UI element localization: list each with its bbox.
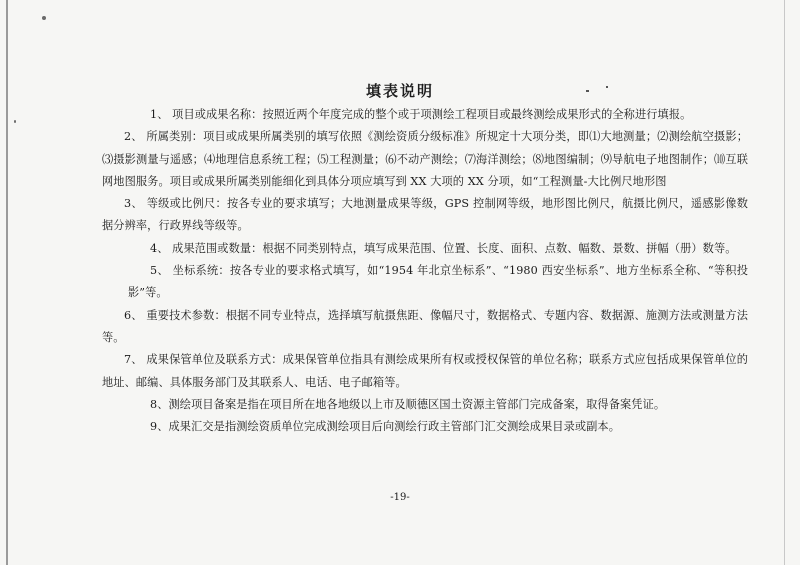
instruction-item: 3、 等级或比例尺：按各专业的要求填写；大地测量成果等级，GPS 控制网等级，地形图比例尺，航摄比例尺，遥感影像数据分辨率，行政界线等级等。 bbox=[102, 197, 748, 233]
page-title: 填表说明 bbox=[365, 82, 434, 100]
scan-mark bbox=[42, 16, 46, 20]
instruction-item: 6、 重要技术参数：根据不同专业特点，选择填写航摄焦距、像幅尺寸，数据格式、专题内容、数据源、施测方法或测量方法等。 bbox=[102, 308, 748, 344]
scan-mark bbox=[14, 120, 16, 123]
instruction-item: 9、成果汇交是指测绘资质单位完成测绘项目后向测绘行政主管部门汇交测绘成果目录或副本。 bbox=[150, 420, 621, 434]
instruction-item: 5、 坐标系统：按各专业的要求格式填写，如“1954 年北京坐标系”、“1980 西安坐标系”、地方坐标系全称、“等积投影”等。 bbox=[128, 264, 748, 300]
instructions-body bbox=[102, 104, 748, 438]
instruction-item: 4、 成果范围或数量：根据不同类别特点，填写成果范围、位置、长度、面积、点数、幅数、景数、拼幅（册）数等。 bbox=[150, 241, 737, 255]
page-number: -19- bbox=[390, 492, 410, 503]
instruction-item: 7、 成果保管单位及联系方式：成果保管单位指具有测绘成果所有权或授权保管的单位名称；联系方式应包括成果保管单位的地址、邮编、具体服务部门及其联系人、电话、电子邮箱等。 bbox=[102, 353, 748, 389]
instruction-item: 2、 所属类别：项目或成果所属类别的填写依照《测绘资质分级标准》所规定十大项分类，即⑴大地测量；⑵测绘航空摄影；⑶摄影测量与遥感；⑷地理信息系统工程；⑸工程测量；⑹不动产测绘；⑺海洋测绘；⑻地图编制；⑼导航电子地图制作；⑽互联网地图服务。项目或成果所属类别能细化到具体分项应填写到 XX 大项的 XX 分项，如“工程测量-大比例尺地形图 bbox=[102, 130, 748, 188]
instruction-item: 8、测绘项目备案是指在项目所在地各地级以上市及顺德区国土资源主管部门完成备案，取得备案凭证。 bbox=[150, 397, 666, 411]
instruction-item: 1、 项目或成果名称：按照近两个年度完成的整个或于项测绘工程项目或最终测绘成果形式的全称进行填报。 bbox=[150, 108, 692, 121]
